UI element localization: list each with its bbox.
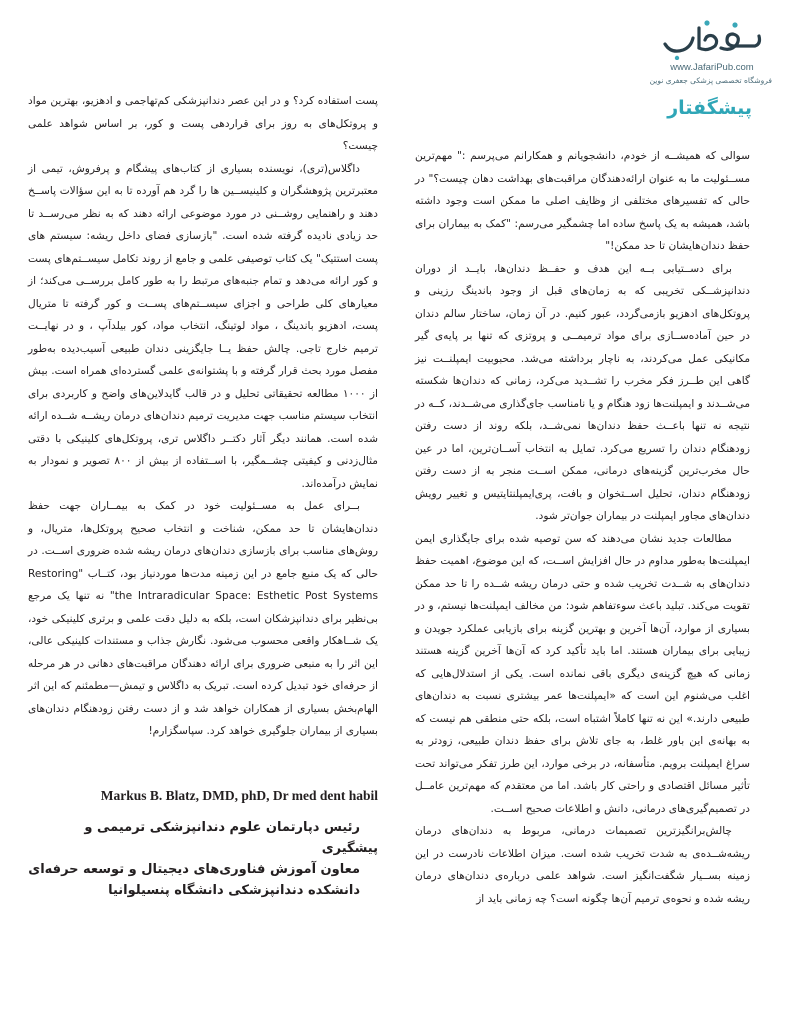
left-column (28, 90, 378, 901)
signature-title-line: رئیس دپارتمان علوم دندانپزشکی ترمیمی و پیشگیری (84, 820, 378, 856)
signature-title-line: دانشکده دندانپزشکی دانشگاه پنسیلوانیا (108, 883, 360, 898)
signature-block (28, 785, 378, 902)
publisher-url[interactable]: www.JafariPub.com (670, 62, 754, 73)
page-title: پیشگفتار (667, 97, 752, 119)
paragraph: داگلاس(تری)، نویسنده بسیاری از کتاب‌های پیشگام و پرفروش، تیمی از معتبرترین پژوهشگران و کلینیســین ها را گرد هم آورده تا به این سؤالات پاســخ دهند و راهنمایی روشــنی در مورد موضوعی ارائه دهند که به نظر می‌رســد تا حد زیادی نادیده گرفته شده است. "بازسازی فضای داخل ریشه: سیستم‌ های پست استتیک" یک کتاب توصیفی علمی و جامع از روند تکامل سیســتم‌های پست و کور ارائه می‌دهد و تمام جنبه‌های مرتبط را به طور کامل بررســی می‌کند؛ از معیارهای کلی طراحی و اجزای سیســتم‌های پســت و کور گرفته تا متریال پست، ادهزیو باندینگ ، مواد لوتینگ، انتخاب مواد، کور بیلدآپ ، و در نهایــت ترمیم خارج تاجی. چالش حفظ یــا جایگزینی دندان طبیعی آسیب‌دیده به‌طور مفصل مورد بحث قرار گرفته و با پشتوانه‌ی علمی گسترده‌ای همراه است. بیش از ۱۰۰۰ مطالعه تحقیقاتی تحلیل و در قالب گایدلاین‌های واضح و کاربردی برای انتخاب سیستم مناسب جهت مدیریت ترمیم دندان‌های درمان ریشــه شــده ارائه شده است. همانند دیگر آثار دکتــر داگلاس تری، پروتکل‌های کلینیکی با دقتی مثال‌زدنی و کیفیتی چشــمگیر، با اســتفاده از بیش از ۸۰۰ تصویر و نمودار به نمایش درآمده‌اند. (28, 162, 378, 490)
signature-name: Markus B. Blatz, DMD, phD, Dr med dent habil (100, 787, 378, 803)
paragraph: چالش‌برانگیزترین تصمیمات درمانی، مربوط به دندان‌های درمان ریشه‌شــده‌ی به شدت تخریب شده است. میزان اطلاعات نادرست در این زمینه بســیار شگفت‌انگیز است. شواهد علمی درباره‌ی دندان‌های درمان ریشه شده و نحوه‌ی ترمیم آن‌ها چگونه است؟ چه زمانی باید از (415, 825, 750, 905)
paragraph: مطالعات جدید نشان می‌دهند که سن توصیه شده برای جایگذاری ایمن ایمپلنت‌ها به‌طور مداوم در حال افزایش اســت، که این موضوع، اهمیت حفظ دندان‌های به شــدت تخریب شده و حتی درمان ریشه شــده را تا حد ممکن تقویت می‌کند. تبلید باعث سوءتفاهم شود: من مخالف ایمپلنت‌ها نیستم، و در بسیاری از موارد، آن‌ها آخرین و بهترین گزینه برای بازیابی عملکرد جویدن و زیبایی برای بیماران هستند. اما باید تأکید کرد که آن‌ها آخرین گزینه هستند زمانی که هیچ گزینه‌ی دیگری باقی نمانده است. یکی از استدلال‌هایی که اغلب می‌شنوم این است که «ایمپلنت‌ها عمر بیشتری نسبت به دندان‌های طبیعی دارند.» این نه تنها کاملاً اشتباه است، بلکه حتی منطقی هم نیست که به بهانه‌ی این باور غلط، به جای تلاش برای حفظ دندان طبیعی، زودتر به سراغ ایمپلنت برویم. متأسفانه، در برخی موارد، این طرز تفکر می‌تواند تحت تأثیر مسائل اقتصادی و راحتی کار باشد. اما من معتقدم که مهم‌ترین عامــل در تصمیم‌گیری‌های درمانی، دانش و اطلاعات صحیح اســت. (415, 532, 750, 815)
publisher-logo (649, 14, 772, 100)
signature-title-line: معاون آموزش فناوری‌های دیجیتال و توسعه حرفه‌ای (28, 862, 360, 877)
paragraph: پست استفاده کرد؟ و در این عصر دندانپزشکی کم‌تهاجمی و ادهزیو، بهترین مواد و پروتکل‌های به روز برای قراردهی پست و کور، بر اساس شواهد علمی چیست؟ (28, 95, 378, 152)
publisher-tagline: فروشگاه تخصصی پزشکی جعفری نوین (649, 76, 772, 85)
paragraph: برای دســتیابی بــه این هدف و حفــظ دندان‌ها، بایــد از دوران دندانپزشــکی تخریبی که به زمان‌های قبل از وجود باندینگ رزینی و پروتکل‌های ادهزیو بازمی‌گردد، عبور کنیم. در آن زمان، ساختار سالم دندان در حین آماده‌ســازی برای مواد ترمیمــی و پروتزی که تنها بر پایه‌ی گیر مکانیکی عمل می‌کردند، به ناچار برداشته می‌شد. محبوبیت ایمپلنــت نیز گاهی این طــرز فکر مخرب را تشــدید می‌کرد، زمانی که دندان‌ها شکسته می‌شــدند و ایمپلنت‌ها زود هنگام و یا نامناسب جای‌گذاری می‌شــدند، کــه در نتیجه نه تنها باعــث حفظ دندان‌ها نمی‌شــد، بلکه روند از دست رفتن زودهنگام دندان را تسریع می‌کرد. تمایل به انتخاب آســان‌ترین، اما در عین حال مخرب‌ترین گزینه‌های درمانی، ممکن اســت منجر به از دست رفتن زودهنگام دندان، تحلیل اســتخوان و بافت، پری‌ایمپلنتایتیس و تغییر رویش دندان‌های مجاور ایمپلنت در بیماران جوان‌تر شود. (415, 262, 750, 522)
paragraph: سوالی که همیشــه از خودم، دانشجویانم و همکارانم می‌پرسم :" مهم‌ترین مســئولیت ما به عنوان ارائه‌دهندگان مراقبت‌های بهداشت دهان چیست؟" در حالی که تفسیرهای مختلفی از وظایف اصلی ما ممکن است وجود داشته باشد، همیشه به یک پاسخ ساده اما چشمگیر می‌رسم: "کمک به بیماران برای حفظ دندان‌هایشان تا حد ممکن!" (415, 150, 750, 252)
paragraph: بــرای عمل به مســئولیت خود در کمک به بیمــاران جهت حفظ دندان‌هایشان تا حد ممکن، شناخت و انتخاب صحیح پروتکل‌ها، متریال، و روش‌های مناسب برای بازسازی دندان‌های درمان ریشه شده ضروری اســت. در حالی که یک منبع جامع در این زمینه مدت‌ها موردنیاز بود، کتــاب "Restoring the Intraradicular Space: Esthetic Post Systems" نه تنها یک مرجع بی‌نظیر برای دندانپزشکان است، بلکه به دلیل دقت علمی و برتری کلینیکی خود، یک شــاهکار واقعی محسوب می‌شود. نگارش جذاب و مستندات کلینیکی عالی، این اثر را به منبعی ضروری برای ارائه دهندگان مراقبت‌های دهانی در هر مرحله از حرفه‌ای خود تبدیل کرده است. تبریک به داگلاس و تیمش—مطمئنم که این اثر الهام‌بخش بسیاری از همکاران خواهد شد و از دست رفتن زودهنگام دندان‌های بسیاری از بیماران جلوگیری خواهد کرد. سپاسگزارم! (28, 500, 379, 737)
jafari-logo-icon (657, 14, 767, 60)
right-column (415, 145, 750, 910)
